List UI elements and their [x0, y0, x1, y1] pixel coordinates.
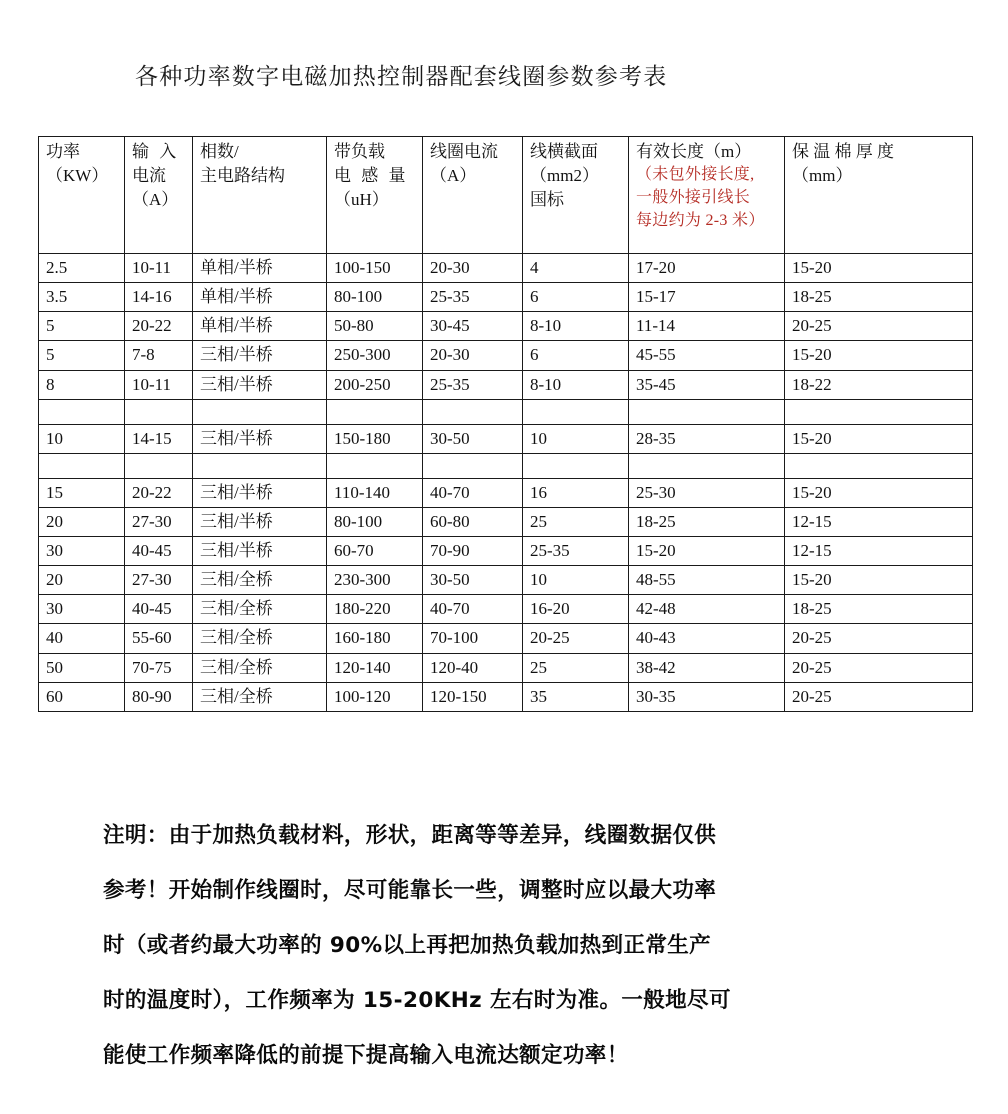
table-cell: 25-35: [423, 283, 523, 312]
table-cell: 35-45: [629, 370, 785, 399]
column-header-3: [327, 137, 423, 254]
table-cell: 160-180: [327, 624, 423, 653]
column-header-4: [423, 137, 523, 254]
table-cell: 15: [39, 478, 125, 507]
table-cell: 40-70: [423, 595, 523, 624]
table-cell: 20-25: [785, 624, 973, 653]
table-row: [39, 566, 973, 595]
column-header-5-line-1: （mm2）: [530, 166, 599, 186]
table-cell: 70-100: [423, 624, 523, 653]
table-cell: 15-17: [629, 283, 785, 312]
table-cell: 30: [39, 595, 125, 624]
table-cell: 16-20: [523, 595, 629, 624]
table-cell: 120-150: [423, 682, 523, 711]
column-header-3-line-1: 电 感 量: [334, 166, 409, 186]
table-cell: 12-15: [785, 507, 973, 536]
table-cell: [193, 399, 327, 424]
table-cell: 18-25: [629, 507, 785, 536]
table-cell: 28-35: [629, 424, 785, 453]
table-cell: 30: [39, 537, 125, 566]
table-cell: [39, 399, 125, 424]
table-cell: 18-22: [785, 370, 973, 399]
table-row-spacer: [39, 453, 973, 478]
table-cell: 三相/半桥: [193, 478, 327, 507]
table-row: [39, 370, 973, 399]
table-row: [39, 507, 973, 536]
table-cell: [327, 453, 423, 478]
table-cell: 70-90: [423, 537, 523, 566]
column-header-6-note-line-1: 一般外接引线长: [636, 188, 751, 206]
table-cell: 80-90: [125, 682, 193, 711]
table-cell: 8-10: [523, 312, 629, 341]
table-cell: 30-35: [629, 682, 785, 711]
table-cell: 80-100: [327, 283, 423, 312]
table-cell: 60-80: [423, 507, 523, 536]
table-cell: 48-55: [629, 566, 785, 595]
table-cell: 15-20: [629, 537, 785, 566]
table-cell: 20-25: [785, 682, 973, 711]
table-cell: 三相/全桥: [193, 653, 327, 682]
note-line-3: 时的温度时），工作频率为 15-20KHz 左右时为准。一般地尽可: [103, 988, 731, 1013]
table-cell: 三相/半桥: [193, 370, 327, 399]
table-cell: 30-50: [423, 424, 523, 453]
table-cell: 单相/半桥: [193, 312, 327, 341]
table-row: [39, 254, 973, 283]
table-cell: 40: [39, 624, 125, 653]
table-cell: 15-20: [785, 478, 973, 507]
table-cell: 15-20: [785, 424, 973, 453]
column-header-1: [125, 137, 193, 254]
page-title: 各种功率数字电磁加热控制器配套线圈参数参考表: [135, 64, 668, 89]
table-cell: 8: [39, 370, 125, 399]
table-cell: 80-100: [327, 507, 423, 536]
table-cell: 三相/半桥: [193, 341, 327, 370]
table-cell: 20: [39, 566, 125, 595]
table-cell: 8-10: [523, 370, 629, 399]
table-cell: 230-300: [327, 566, 423, 595]
table-cell: 14-15: [125, 424, 193, 453]
column-header-7: [785, 137, 973, 254]
column-header-0-line-1: （KW）: [46, 166, 109, 186]
table-cell: 5: [39, 341, 125, 370]
table-cell: 42-48: [629, 595, 785, 624]
table-cell: 20-25: [785, 653, 973, 682]
column-header-2-line-1: 主电路结构: [200, 166, 285, 186]
table-cell: 55-60: [125, 624, 193, 653]
table-header-row: [39, 137, 973, 254]
table-cell: 120-140: [327, 653, 423, 682]
table-cell: 50: [39, 653, 125, 682]
coil-parameter-table-container: [38, 136, 972, 712]
column-header-1-line-1: 电流: [132, 166, 166, 186]
note-line-0: 注明：由于加热负载材料，形状，距离等等差异，线圈数据仅供: [103, 823, 717, 848]
table-cell: 16: [523, 478, 629, 507]
table-cell: 30-45: [423, 312, 523, 341]
table-cell: 单相/半桥: [193, 283, 327, 312]
table-cell: 20: [39, 507, 125, 536]
table-cell: 18-25: [785, 595, 973, 624]
table-cell: 14-16: [125, 283, 193, 312]
table-row: [39, 478, 973, 507]
table-cell: [423, 399, 523, 424]
table-cell: 15-20: [785, 566, 973, 595]
column-header-6: [629, 137, 785, 254]
table-cell: 2.5: [39, 254, 125, 283]
table-cell: 180-220: [327, 595, 423, 624]
table-cell: 100-150: [327, 254, 423, 283]
table-cell: 45-55: [629, 341, 785, 370]
table-cell: 40-43: [629, 624, 785, 653]
table-cell: 60: [39, 682, 125, 711]
table-body: [39, 254, 973, 712]
table-cell: 15-20: [785, 341, 973, 370]
table-cell: 单相/半桥: [193, 254, 327, 283]
table-cell: 20-22: [125, 478, 193, 507]
table-cell: [327, 399, 423, 424]
table-row: [39, 341, 973, 370]
column-header-1-line-2: （A）: [132, 190, 179, 210]
table-cell: 10: [39, 424, 125, 453]
table-cell: 30-50: [423, 566, 523, 595]
table-cell: 110-140: [327, 478, 423, 507]
table-cell: 25: [523, 653, 629, 682]
table-cell: 6: [523, 283, 629, 312]
table-row: [39, 537, 973, 566]
column-header-0-line-0: 功率: [46, 142, 80, 161]
table-cell: 25-30: [629, 478, 785, 507]
table-cell: 三相/全桥: [193, 566, 327, 595]
table-cell: [125, 399, 193, 424]
note-line-1: 参考！开始制作线圈时，尽可能靠长一些，调整时应以最大功率: [103, 878, 717, 903]
table-cell: 200-250: [327, 370, 423, 399]
note-line-4: 能使工作频率降低的前提下提高输入电流达额定功率！: [103, 1043, 629, 1068]
table-cell: [523, 453, 629, 478]
table-cell: 250-300: [327, 341, 423, 370]
column-header-0: [39, 137, 125, 254]
table-cell: 10: [523, 424, 629, 453]
column-header-6-note-line-2: 每边约为 2-3 米）: [636, 211, 765, 229]
column-header-3-line-0: 带负载: [334, 142, 385, 161]
table-cell: 150-180: [327, 424, 423, 453]
column-header-5: [523, 137, 629, 254]
table-cell: 100-120: [327, 682, 423, 711]
table-cell: 35: [523, 682, 629, 711]
table-cell: 20-25: [523, 624, 629, 653]
column-header-7-line-1: （mm）: [792, 166, 853, 186]
table-cell: [193, 453, 327, 478]
table-cell: 120-40: [423, 653, 523, 682]
table-row: [39, 653, 973, 682]
table-cell: 三相/半桥: [193, 507, 327, 536]
table-cell: 20-30: [423, 254, 523, 283]
column-header-6-note-line-0: （未包外接长度,: [636, 166, 755, 184]
column-header-5-line-0: 线横截面: [530, 142, 598, 161]
table-cell: 27-30: [125, 566, 193, 595]
column-header-6-line-0: 有效长度（m）: [636, 142, 752, 161]
column-header-2-line-0: 相数/: [200, 142, 239, 161]
table-cell: 60-70: [327, 537, 423, 566]
table-cell: 20-30: [423, 341, 523, 370]
table-cell: [39, 453, 125, 478]
table-cell: 15-20: [785, 254, 973, 283]
table-cell: 三相/全桥: [193, 624, 327, 653]
table-row: [39, 624, 973, 653]
coil-parameter-table: [38, 136, 973, 712]
table-cell: 11-14: [629, 312, 785, 341]
table-cell: [785, 453, 973, 478]
table-row-spacer: [39, 399, 973, 424]
column-header-1-line-0: 输 入: [132, 142, 180, 161]
table-cell: 18-25: [785, 283, 973, 312]
table-cell: 10-11: [125, 370, 193, 399]
table-header: [39, 137, 973, 254]
table-cell: 40-45: [125, 537, 193, 566]
table-cell: 70-75: [125, 653, 193, 682]
table-cell: 6: [523, 341, 629, 370]
table-cell: 三相/半桥: [193, 537, 327, 566]
table-cell: 12-15: [785, 537, 973, 566]
column-header-7-line-0: 保 温 棉 厚 度: [792, 142, 894, 161]
table-cell: 40-45: [125, 595, 193, 624]
table-cell: 38-42: [629, 653, 785, 682]
column-header-5-line-2: 国标: [530, 190, 564, 210]
column-header-3-line-2: （uH）: [334, 190, 389, 210]
table-cell: 3.5: [39, 283, 125, 312]
table-cell: 27-30: [125, 507, 193, 536]
table-cell: 5: [39, 312, 125, 341]
table-cell: 10-11: [125, 254, 193, 283]
table-cell: [125, 453, 193, 478]
table-cell: 7-8: [125, 341, 193, 370]
table-cell: 40-70: [423, 478, 523, 507]
table-cell: 三相/全桥: [193, 682, 327, 711]
table-cell: [785, 399, 973, 424]
table-cell: [629, 453, 785, 478]
table-cell: 25-35: [523, 537, 629, 566]
column-header-2: [193, 137, 327, 254]
table-cell: [523, 399, 629, 424]
column-header-4-line-0: 线圈电流: [430, 142, 498, 161]
table-row: [39, 312, 973, 341]
table-cell: 25-35: [423, 370, 523, 399]
table-cell: [423, 453, 523, 478]
table-row: [39, 682, 973, 711]
note-block: [103, 808, 913, 1083]
table-cell: 4: [523, 254, 629, 283]
table-cell: 20-25: [785, 312, 973, 341]
table-cell: 三相/半桥: [193, 424, 327, 453]
table-cell: 50-80: [327, 312, 423, 341]
table-row: [39, 424, 973, 453]
note-line-2: 时（或者约最大功率的 90%以上再把加热负载加热到正常生产: [103, 933, 712, 958]
table-cell: 10: [523, 566, 629, 595]
table-row: [39, 283, 973, 312]
table-cell: 20-22: [125, 312, 193, 341]
table-cell: [629, 399, 785, 424]
table-cell: 三相/全桥: [193, 595, 327, 624]
table-cell: 17-20: [629, 254, 785, 283]
table-row: [39, 595, 973, 624]
table-cell: 25: [523, 507, 629, 536]
column-header-4-line-1: （A）: [430, 166, 477, 186]
